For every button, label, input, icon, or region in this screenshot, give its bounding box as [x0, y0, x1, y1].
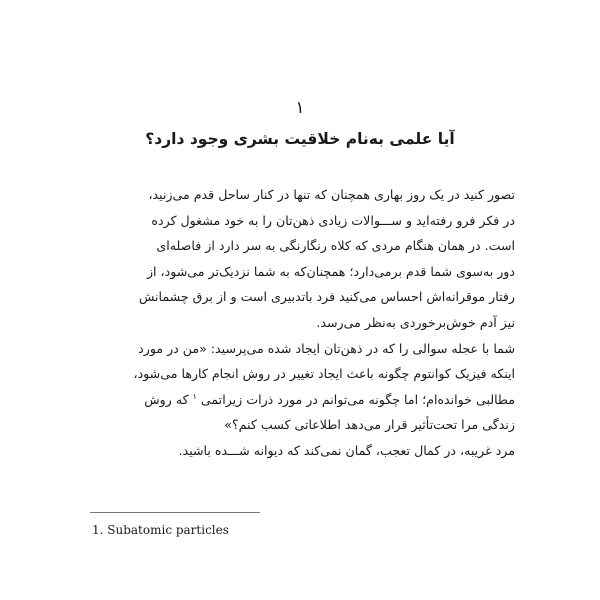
body-line-with-footnote — [90, 387, 515, 413]
body-line: تصور کنید در یک روز بهاری همچنان که تنها در کنار ساحل قدم می‌زنید، — [148, 187, 515, 202]
body-line-segment: که روش — [144, 391, 189, 407]
chapter-number: ۱ — [295, 98, 305, 118]
footnote: 1. Subatomic particles — [92, 523, 229, 537]
body-line: شما با عجله سوالی را که در ذهن‌تان ایجاد شده می‌پرسید: «من در مورد — [138, 340, 515, 356]
body-line: زندگی مرا تحت‌تأثیر قرار می‌دهد اطلاعاتی کسب کنم؟» — [224, 417, 515, 433]
footnote-divider — [90, 512, 260, 513]
body-line: دور به‌سوی شما قدم برمی‌دارد؛ همچنان‌که به شما نزدیک‌تر می‌شود، از — [146, 263, 515, 279]
footnote-reference[interactable]: ۱ — [192, 391, 197, 401]
body-line: در فکر فرو رفته‌اید و ســـوالات زیادی ذهن‌تان را به خود مشغول کرده — [151, 212, 515, 228]
body-text — [90, 182, 515, 464]
body-line: رفتار موقرانه‌اش احساس می‌کنید فرد باتدبیری است و از برق چشمانش — [138, 289, 515, 305]
body-line: اینکه فیزیک کوانتوم چگونه باعث ایجاد تغییر در روش انجام کارها می‌شود، — [133, 366, 515, 382]
body-line-segment: مطالبی خوانده‌ام؛ اما چگونه می‌توانم در مورد ذرات زیراتمی — [200, 391, 515, 407]
chapter-title: آیا علمی به‌نام خلاقیت بشری وجود دارد؟ — [145, 130, 455, 148]
body-line: مرد غریبه، در کمال تعجب، گمان نمی‌کند که دیوانه شـــده باشید. — [178, 442, 515, 458]
body-line: است. در همان هنگام مردی که کلاه رنگارنگی به سر دارد از فاصله‌ای — [156, 238, 515, 254]
body-line: نیز آدم خوش‌برخوردی به‌نظر می‌رسد. — [316, 314, 515, 330]
